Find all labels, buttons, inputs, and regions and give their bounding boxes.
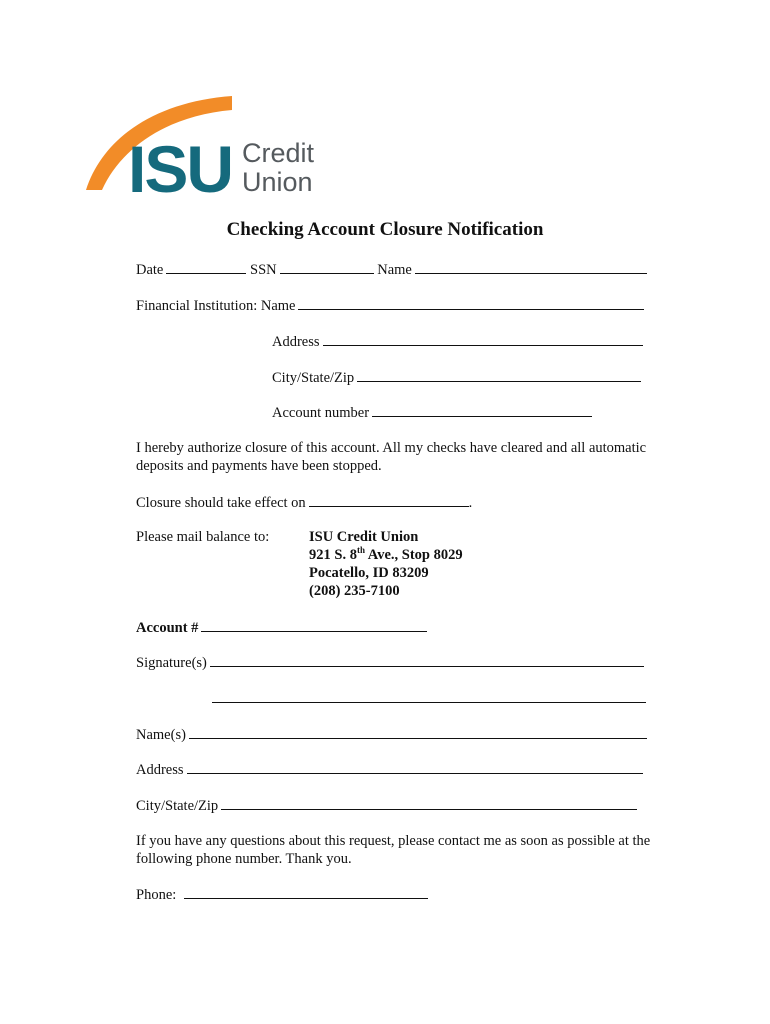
city-state-zip-field[interactable] [221, 796, 637, 810]
account-number-row [272, 403, 592, 422]
phone-label: Phone: [136, 887, 177, 903]
account-number-field[interactable] [372, 403, 592, 417]
account-hash-row [136, 618, 427, 637]
address-label: Address [136, 762, 184, 778]
closure-date-field[interactable] [309, 493, 469, 507]
logo-credit-text: Credit [242, 138, 315, 168]
personal-info-row [136, 260, 647, 279]
signature-label: Signature(s) [136, 655, 207, 671]
names-label: Name(s) [136, 727, 186, 743]
mail-address-line2 [309, 546, 463, 564]
date-label: Date [136, 262, 164, 278]
institution-name-label: Name [260, 298, 296, 314]
mail-balance-label: Please mail balance to: [136, 529, 270, 545]
second-signature-field[interactable] [212, 689, 646, 703]
institution-city-row [272, 368, 641, 387]
financial-institution-label: Financial Institution: [136, 298, 258, 314]
address-field[interactable] [187, 760, 643, 774]
phone-row [136, 885, 428, 904]
institution-city-label: City/State/Zip [272, 370, 355, 386]
names-field[interactable] [189, 725, 647, 739]
institution-address-row [272, 332, 643, 351]
financial-institution-row [136, 296, 644, 315]
ssn-label: SSN [250, 262, 277, 278]
mail-address-line3: Pocatello, ID 83209 [309, 565, 429, 581]
questions-statement: If you have any questions about this request, please contact me as soon as possible at the following phone number. Thank you. [136, 833, 651, 867]
form-title: Checking Account Closure Notification [226, 219, 544, 240]
mail-address-line1: ISU Credit Union [309, 529, 419, 545]
mail-street-sup: th [356, 545, 365, 556]
city-state-zip-label: City/State/Zip [136, 798, 219, 814]
logo-isu-text: ISU [128, 132, 233, 200]
account-number-label: Account number [272, 405, 370, 421]
authorization-statement: I hereby authorize closure of this account. All my checks have cleared and all automatic deposits and payments have been stopped. [136, 440, 647, 474]
signature-row-2 [212, 689, 646, 708]
institution-city-field[interactable] [357, 368, 641, 382]
ssn-field[interactable] [280, 260, 374, 274]
account-hash-field[interactable] [201, 618, 427, 632]
phone-field[interactable] [184, 885, 428, 899]
institution-name-field[interactable] [298, 296, 644, 310]
names-row [136, 725, 647, 744]
mail-street-start: 921 S. 8 [309, 547, 357, 563]
signature-row [136, 653, 644, 672]
signature-field[interactable] [210, 653, 644, 667]
city-state-zip-row [136, 796, 637, 815]
date-field[interactable] [166, 260, 246, 274]
address-row [136, 760, 643, 779]
mail-street-end: Ave., Stop 8029 [364, 547, 463, 563]
closure-date-label: Closure should take effect on [136, 495, 306, 511]
closure-date-period: . [468, 495, 473, 511]
institution-address-field[interactable] [323, 332, 643, 346]
logo-union-text: Union [242, 167, 313, 197]
mail-phone: (208) 235-7100 [309, 583, 400, 599]
closure-date-row [136, 493, 472, 512]
account-hash-label: Account # [136, 620, 199, 636]
name-label: Name [377, 262, 412, 278]
isu-credit-union-logo [82, 90, 332, 200]
name-field[interactable] [415, 260, 647, 274]
institution-address-label: Address [272, 334, 320, 350]
